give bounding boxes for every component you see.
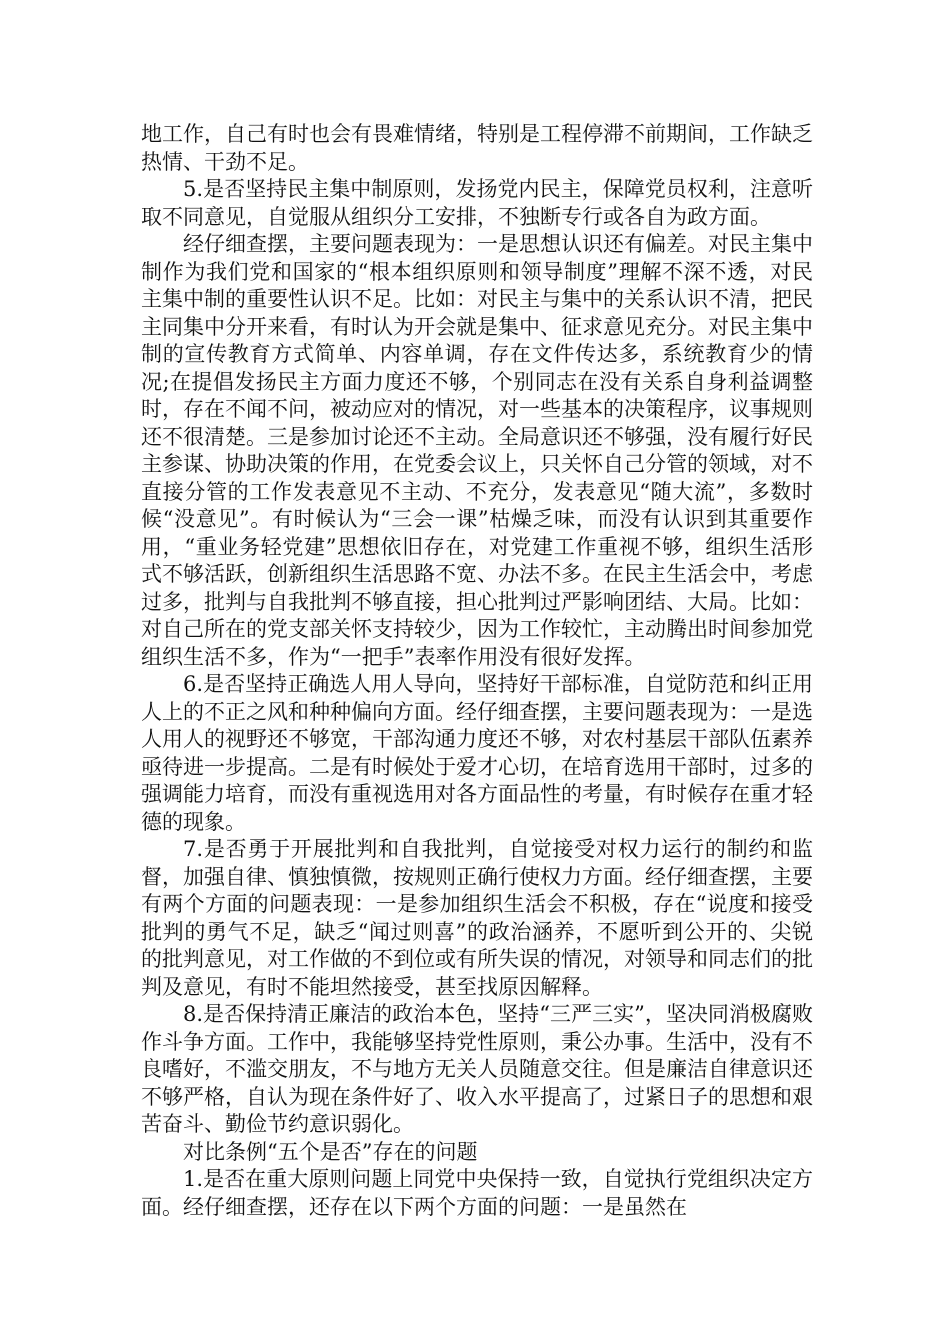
paragraph-item-8: 8.是否保持清正廉洁的政治本色，坚持“三严三实”，坚决同消极腐败作斗争方面。工作中，我能够坚持党性原则，秉公办事。生活中，没有不良嗜好，不滥交朋友，不与地方无关人员随意交往。但是廉洁自律意识还不够严格，自认为现在条件好了、收入水平提高了，过紧日子的思想和艰苦奋斗、勤俭节约意识弱化。 <box>141 1002 813 1136</box>
paragraph-continuation: 地工作，自己有时也会有畏难情绪，特别是工程停滞不前期间，工作缺乏热情、干劲不足。 <box>141 122 813 174</box>
paragraph-section-item-1: 1.是否在重大原则问题上同党中央保持一致，自觉执行党组织决定方面。经仔细查摆，还存在以下两个方面的问题：一是虽然在 <box>141 1167 813 1219</box>
paragraph-item-6: 6.是否坚持正确选人用人导向，坚持好干部标准，自觉防范和纠正用人上的不正之风和种种偏向方面。经仔细查摆，主要问题表现为：一是选人用人的视野还不够宽，干部沟通力度还不够，对农村基层干部队伍素养亟待进一步提高。二是有时候处于爱才心切，在培育选用干部时，过多的强调能力培育，而没有重视选用对各方面品性的考量，有时候存在重才轻德的现象。 <box>141 672 813 834</box>
section-heading: 对比条例“五个是否”存在的问题 <box>183 1139 478 1164</box>
paragraph-item-7: 7.是否勇于开展批判和自我批判，自觉接受对权力运行的制约和监督，加强自律、慎独慎微，按规则正确行使权力方面。经仔细查摆，主要有两个方面的问题表现：一是参加组织生活会不积极，存在“说度和接受批判的勇气不足，缺乏“闻过则喜”的政治涵养，不愿听到公开的、尖锐的批判意见，对工作做的不到位或有所失误的情况，对领导和同志们的批判及意见，有时不能坦然接受，甚至找原因解释。 <box>141 837 813 999</box>
paragraph-item-5-findings: 经仔细查摆，主要问题表现为：一是思想认识还有偏差。对民主集中制作为我们党和国家的“根本组织原则和领导制度”理解不深不透，对民主集中制的重要性认识不足。比如：对民主与集中的关系认识不清，把民主同集中分开来看，有时认为开会就是集中、征求意见充分。对民主集中制的宣传教育方式简单、内容单调，存在文件传达多，系统教育少的情况;在提倡发扬民主方面力度还不够，个别同志在没有关系自身利益调整时，存在不闻不问，被动应对的情况，对一些基本的决策程序，议事规则还不很清楚。三是参加讨论还不主动。全局意识还不够强，没有履行好民主参谋、协助决策的作用，在党委会议上，只关怀自己分管的领域，对不直接分管的工作发表意见不主动、不充分，发表意见“随大流”，多数时候“没意见”。有时候认为“三会一课”枯燥乏味，而没有认识到其重要作用，“重业务轻党建”思想依旧存在，对党建工作重视不够，组织生活形式不够活跃，创新组织生活思路不宽、办法不多。在民主生活会中，考虑过多，批判与自我批判不够直接，担心批判过严影响团结、大局。比如：对自己所在的党支部关怀支持较少，因为工作较忙，主动腾出时间参加党组织生活不多，作为“一把手”表率作用没有很好发挥。 <box>141 232 813 669</box>
paragraph-item-5: 5.是否坚持民主集中制原则，发扬党内民主，保障党员权利，注意听取不同意见，自觉服从组织分工安排，不独断专行或各自为政方面。 <box>141 177 813 229</box>
document-page <box>141 121 813 1221</box>
